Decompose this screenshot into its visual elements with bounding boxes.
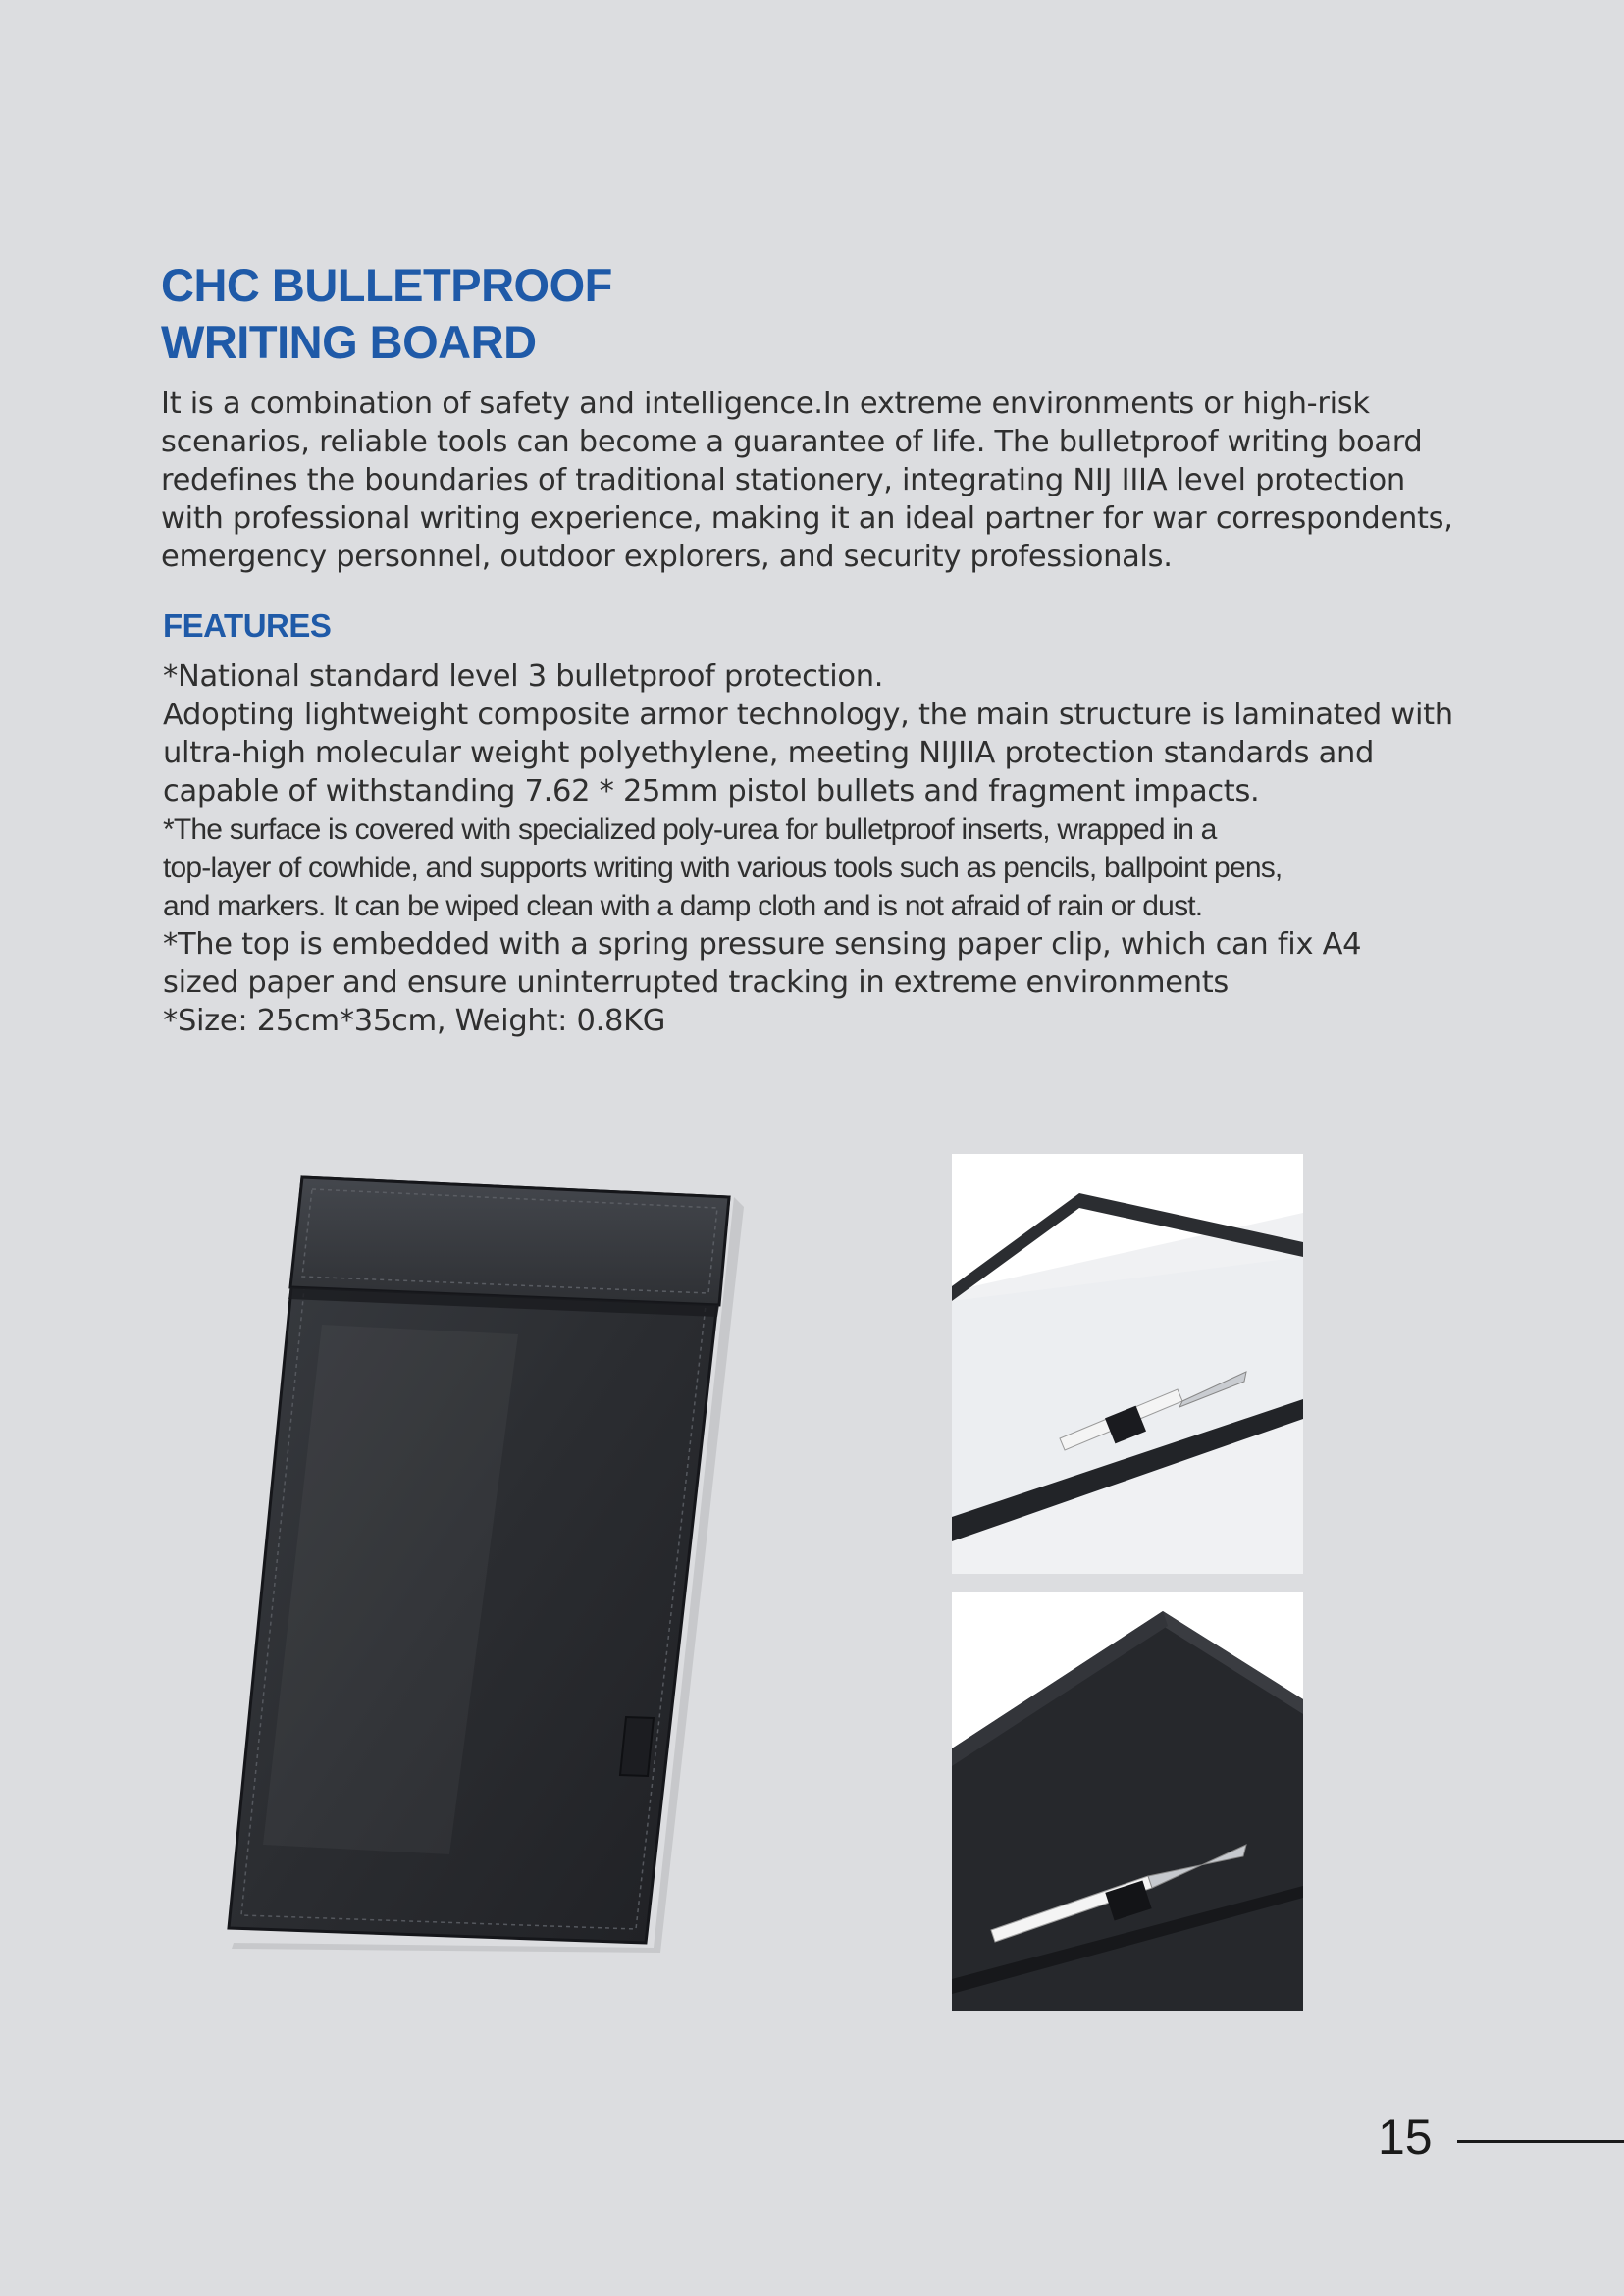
feature-line: *Size: 25cm*35cm, Weight: 0.8KG bbox=[163, 1004, 666, 1038]
features-heading: FEATURES bbox=[163, 607, 332, 644]
product-title bbox=[161, 257, 612, 371]
feature-line: *The surface is covered with specialized poly-urea for bulletproof inserts, wrapped in a bbox=[163, 813, 1217, 846]
board-pen-loop-detail-image bbox=[952, 1592, 1303, 2011]
intro-line: redefines the boundaries of traditional stationery, integrating NIJ IIIA level protection bbox=[161, 463, 1405, 497]
intro-line: scenarios, reliable tools can become a guarantee of life. The bulletproof writing board bbox=[161, 425, 1423, 459]
feature-line: and markers. It can be wiped clean with a damp cloth and is not afraid of rain or dust. bbox=[163, 890, 1203, 922]
feature-line: *The top is embedded with a spring pressure sensing paper clip, which can fix A4 bbox=[163, 927, 1362, 962]
page-number: 15 bbox=[1378, 2110, 1433, 2165]
product-title-line-1: CHC BULLETPROOF bbox=[161, 259, 612, 311]
intro-line: emergency personnel, outdoor explorers, and security professionals. bbox=[161, 540, 1173, 574]
feature-line: *National standard level 3 bulletproof protection. bbox=[163, 659, 884, 694]
feature-line: top-layer of cowhide, and supports writing with various tools such as pencils, ballpoint pens, bbox=[163, 852, 1283, 884]
writing-board-product-image bbox=[224, 1168, 744, 1953]
board-open-detail-image bbox=[952, 1154, 1303, 1574]
feature-line: ultra-high molecular weight polyethylene, meeting NIJIIA protection standards and bbox=[163, 736, 1375, 770]
intro-paragraph bbox=[161, 385, 1495, 576]
page-number-rule bbox=[1457, 2140, 1624, 2143]
intro-line: It is a combination of safety and intelligence.In extreme environments or high-risk bbox=[161, 387, 1370, 421]
product-title-line-2: WRITING BOARD bbox=[161, 316, 537, 368]
feature-line: sized paper and ensure uninterrupted tracking in extreme environments bbox=[163, 965, 1229, 1000]
feature-line: Adopting lightweight composite armor technology, the main structure is laminated with bbox=[163, 698, 1453, 732]
feature-line: capable of withstanding 7.62 * 25mm pistol bullets and fragment impacts. bbox=[163, 774, 1260, 809]
features-list bbox=[163, 657, 1497, 1040]
intro-line: with professional writing experience, making it an ideal partner for war correspondents, bbox=[161, 501, 1453, 536]
